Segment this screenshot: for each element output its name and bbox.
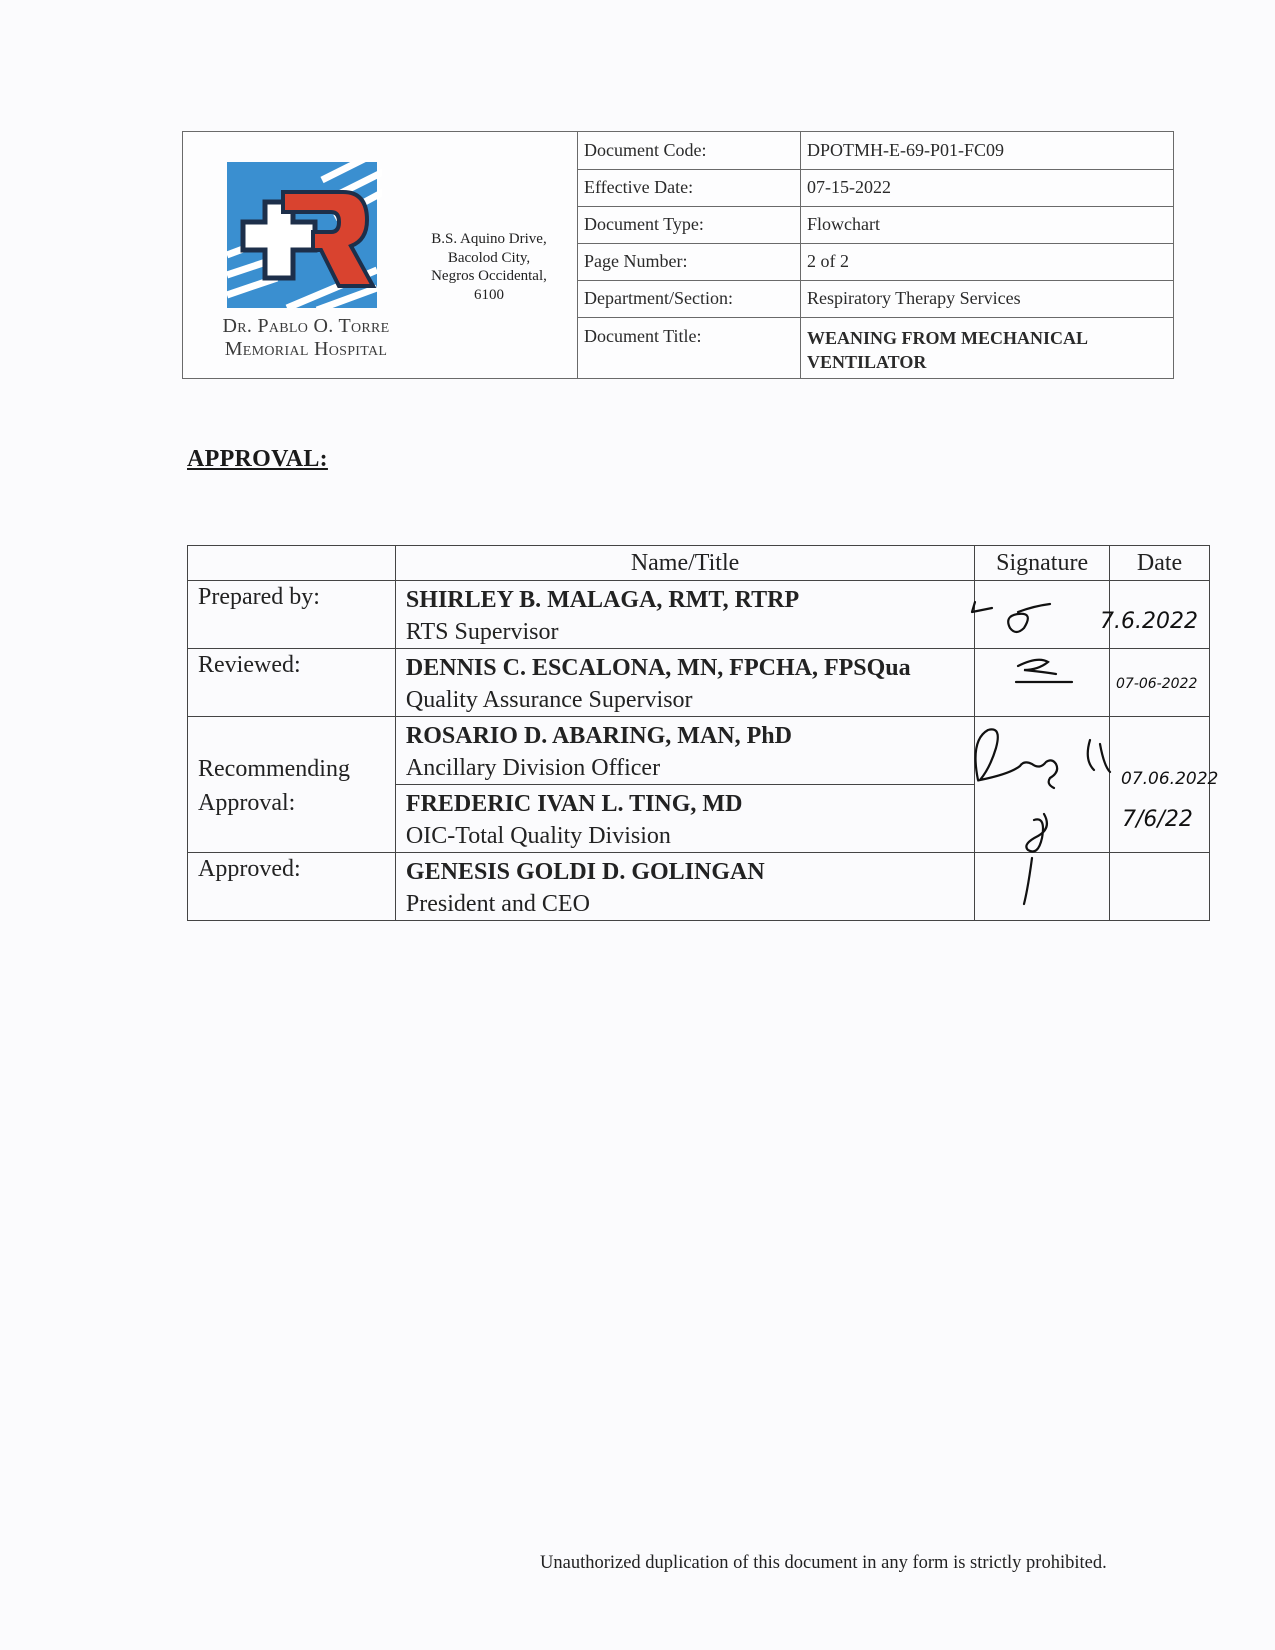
hospital-logo-icon [227,160,382,310]
handwritten-date: 07.06.2022 [1121,769,1219,789]
role-cell: Approved: [188,853,396,921]
page-number: 2 of 2 [801,243,1174,280]
date-cell [1110,717,1210,853]
signature-cell [975,717,1110,853]
name-title-cell [395,717,974,785]
person-name: SHIRLEY B. MALAGA, RMT, RTRP [405,587,800,613]
header-signature: Signature [975,546,1110,581]
department-section: Respiratory Therapy Services [801,280,1174,317]
meta-row-page [578,243,1173,280]
person-title: RTS Supervisor [405,619,559,645]
header-date: Date [1110,546,1210,581]
footer-notice: Unauthorized duplication of this document in any form is strictly prohibited. [540,1553,1107,1573]
person-name: ROSARIO D. ABARING, MAN, PhD [405,723,792,749]
handwritten-date: 7/6/22 [1122,807,1193,832]
meta-label: Effective Date: [578,169,801,206]
hospital-name [201,315,411,361]
header-name-title: Name/Title [395,546,974,581]
meta-row-effective-date [578,169,1173,206]
table-row [188,853,1210,921]
approval-heading: APPROVAL: [187,446,328,472]
hospital-identity [183,132,578,378]
hospital-address [409,230,569,304]
effective-date: 07-15-2022 [801,169,1174,206]
role-cell: Prepared by: [188,581,396,649]
person-title: President and CEO [405,891,590,917]
person-title: Quality Assurance Supervisor [405,687,693,713]
address-line: B.S. Aquino Drive, [431,231,547,247]
handwritten-date: 07-06-2022 [1116,676,1198,692]
role-cell: Reviewed: [188,649,396,717]
signature-cell [975,649,1110,717]
signature-cell [975,581,1110,649]
role-cell: Recommending Approval: [188,717,396,853]
person-title: Ancillary Division Officer [405,755,661,781]
document-title-cell [801,317,1174,378]
name-title-cell [395,649,974,717]
meta-row-type [578,206,1173,243]
address-line: 6100 [474,286,504,303]
date-cell [1110,581,1210,649]
header-blank [188,546,396,581]
person-name: DENNIS C. ESCALONA, MN, FPCHA, FPSQua [405,655,911,681]
name-title-cell [395,581,974,649]
document-header [182,131,1174,379]
hospital-name-line1: Dr. Pablo O. Torre [222,315,390,337]
meta-label: Document Code: [578,132,801,169]
meta-row-department [578,280,1173,317]
table-row [188,581,1210,649]
document-title: WEANING FROM MECHANICAL VENTILATOR [807,327,1088,372]
meta-label: Page Number: [578,243,801,280]
date-cell [1110,853,1210,921]
meta-row-code [578,132,1173,169]
meta-label: Department/Section: [578,280,801,317]
person-title: OIC-Total Quality Division [405,823,671,849]
meta-label: Document Title: [578,317,801,378]
meta-row-title [578,317,1173,378]
person-name: GENESIS GOLDI D. GOLINGAN [405,859,765,885]
document-type: Flowchart [801,206,1174,243]
name-title-cell [395,785,974,853]
address-line: Bacolod City, [447,249,531,266]
approval-table [187,545,1210,921]
date-cell [1110,649,1210,717]
address-line: Negros Occidental, [431,268,547,284]
approval-header-row [188,546,1210,581]
name-title-cell [395,853,974,921]
document-meta-table [578,132,1173,378]
signature-cell [975,853,1110,921]
table-row [188,717,1210,785]
document-code: DPOTMH-E-69-P01-FC09 [801,132,1174,169]
handwritten-date: 7.6.2022 [1100,609,1198,634]
person-name: FREDERIC IVAN L. TING, MD [405,791,743,817]
hospital-name-line2: Memorial Hospital [224,338,388,360]
meta-label: Document Type: [578,206,801,243]
table-row [188,649,1210,717]
